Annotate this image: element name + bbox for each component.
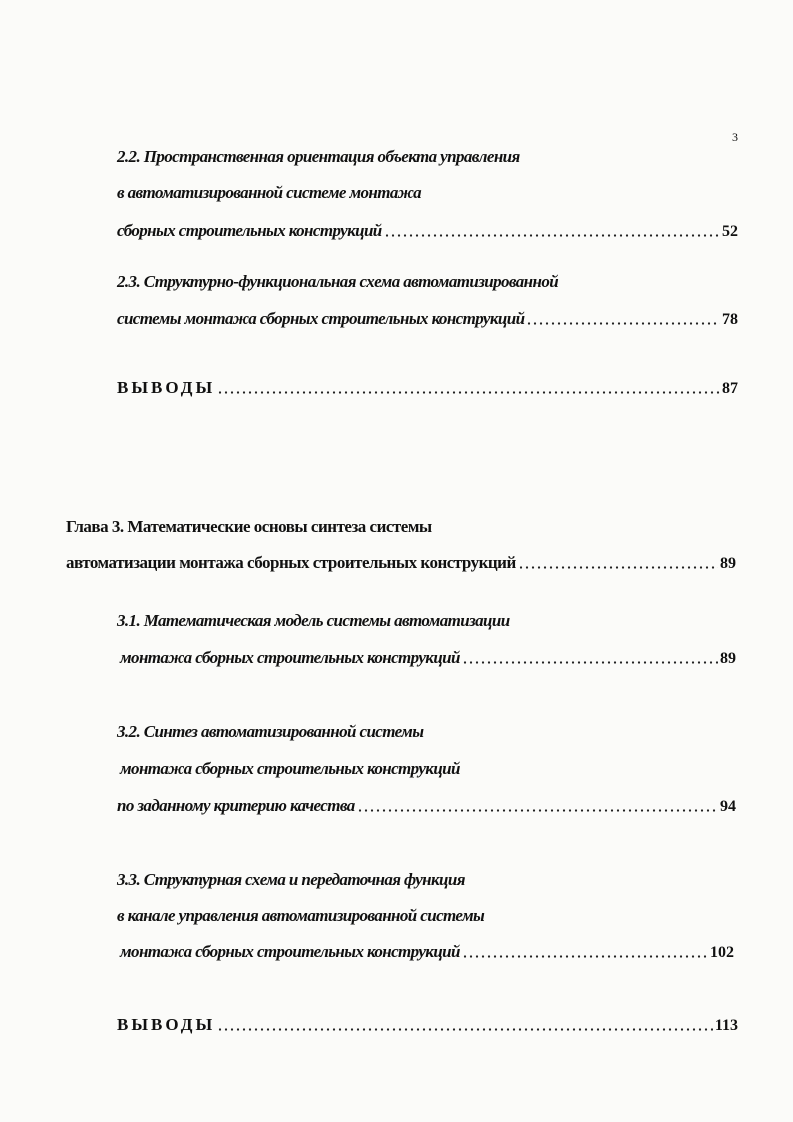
toc-line: монтажа сборных строительных конструкций [120, 942, 460, 961]
toc-entry-conclusions-2 [117, 376, 738, 400]
toc-line: 2.2. Пространственная ориентация объекта управления [117, 147, 520, 166]
dot-leader [384, 234, 720, 237]
toc-line: ВЫВОДЫ [117, 378, 216, 397]
toc-page: 89 [720, 555, 736, 572]
toc-page: 52 [722, 223, 738, 240]
dot-leader [526, 322, 720, 325]
toc-line: монтажа сборных строительных конструкций [120, 759, 460, 778]
toc-page: 78 [722, 311, 738, 328]
toc-page: 102 [710, 944, 734, 961]
toc-line: по заданному критерию качества [117, 796, 355, 815]
toc-line: 3.3. Структурная схема и передаточная функция [117, 870, 465, 889]
toc-line: 3.2. Синтез автоматизированной системы [117, 722, 424, 741]
toc-page: 87 [722, 380, 738, 397]
toc-page: 94 [720, 798, 736, 815]
toc-line: в автоматизированной системе монтажа [117, 183, 422, 202]
toc-entry-conclusions-3 [117, 1013, 738, 1037]
toc-line: 2.3. Структурно-функциональная схема автоматизированной [117, 272, 559, 291]
dot-leader [217, 1028, 713, 1031]
dot-leader [357, 809, 718, 812]
dot-leader [518, 566, 718, 569]
toc-line: автоматизации монтажа сборных строительных конструкций [66, 553, 516, 572]
toc-line: монтажа сборных строительных конструкций [120, 648, 460, 667]
dot-leader [217, 391, 720, 394]
toc-page: 113 [714, 1017, 738, 1034]
toc-line: Глава 3. Математические основы синтеза системы [66, 517, 432, 536]
page-number: 3 [732, 130, 738, 144]
dot-leader [462, 955, 708, 958]
toc-line: 3.1. Математическая модель системы автоматизации [117, 611, 510, 630]
toc-page: 89 [720, 650, 736, 667]
dot-leader [462, 661, 718, 664]
toc-line: сборных строительных конструкций [117, 221, 382, 240]
toc-line: системы монтажа сборных строительных конструкций [117, 309, 525, 328]
toc-line: в канале управления автоматизированной системы [117, 906, 485, 925]
toc-line: ВЫВОДЫ [117, 1015, 216, 1034]
